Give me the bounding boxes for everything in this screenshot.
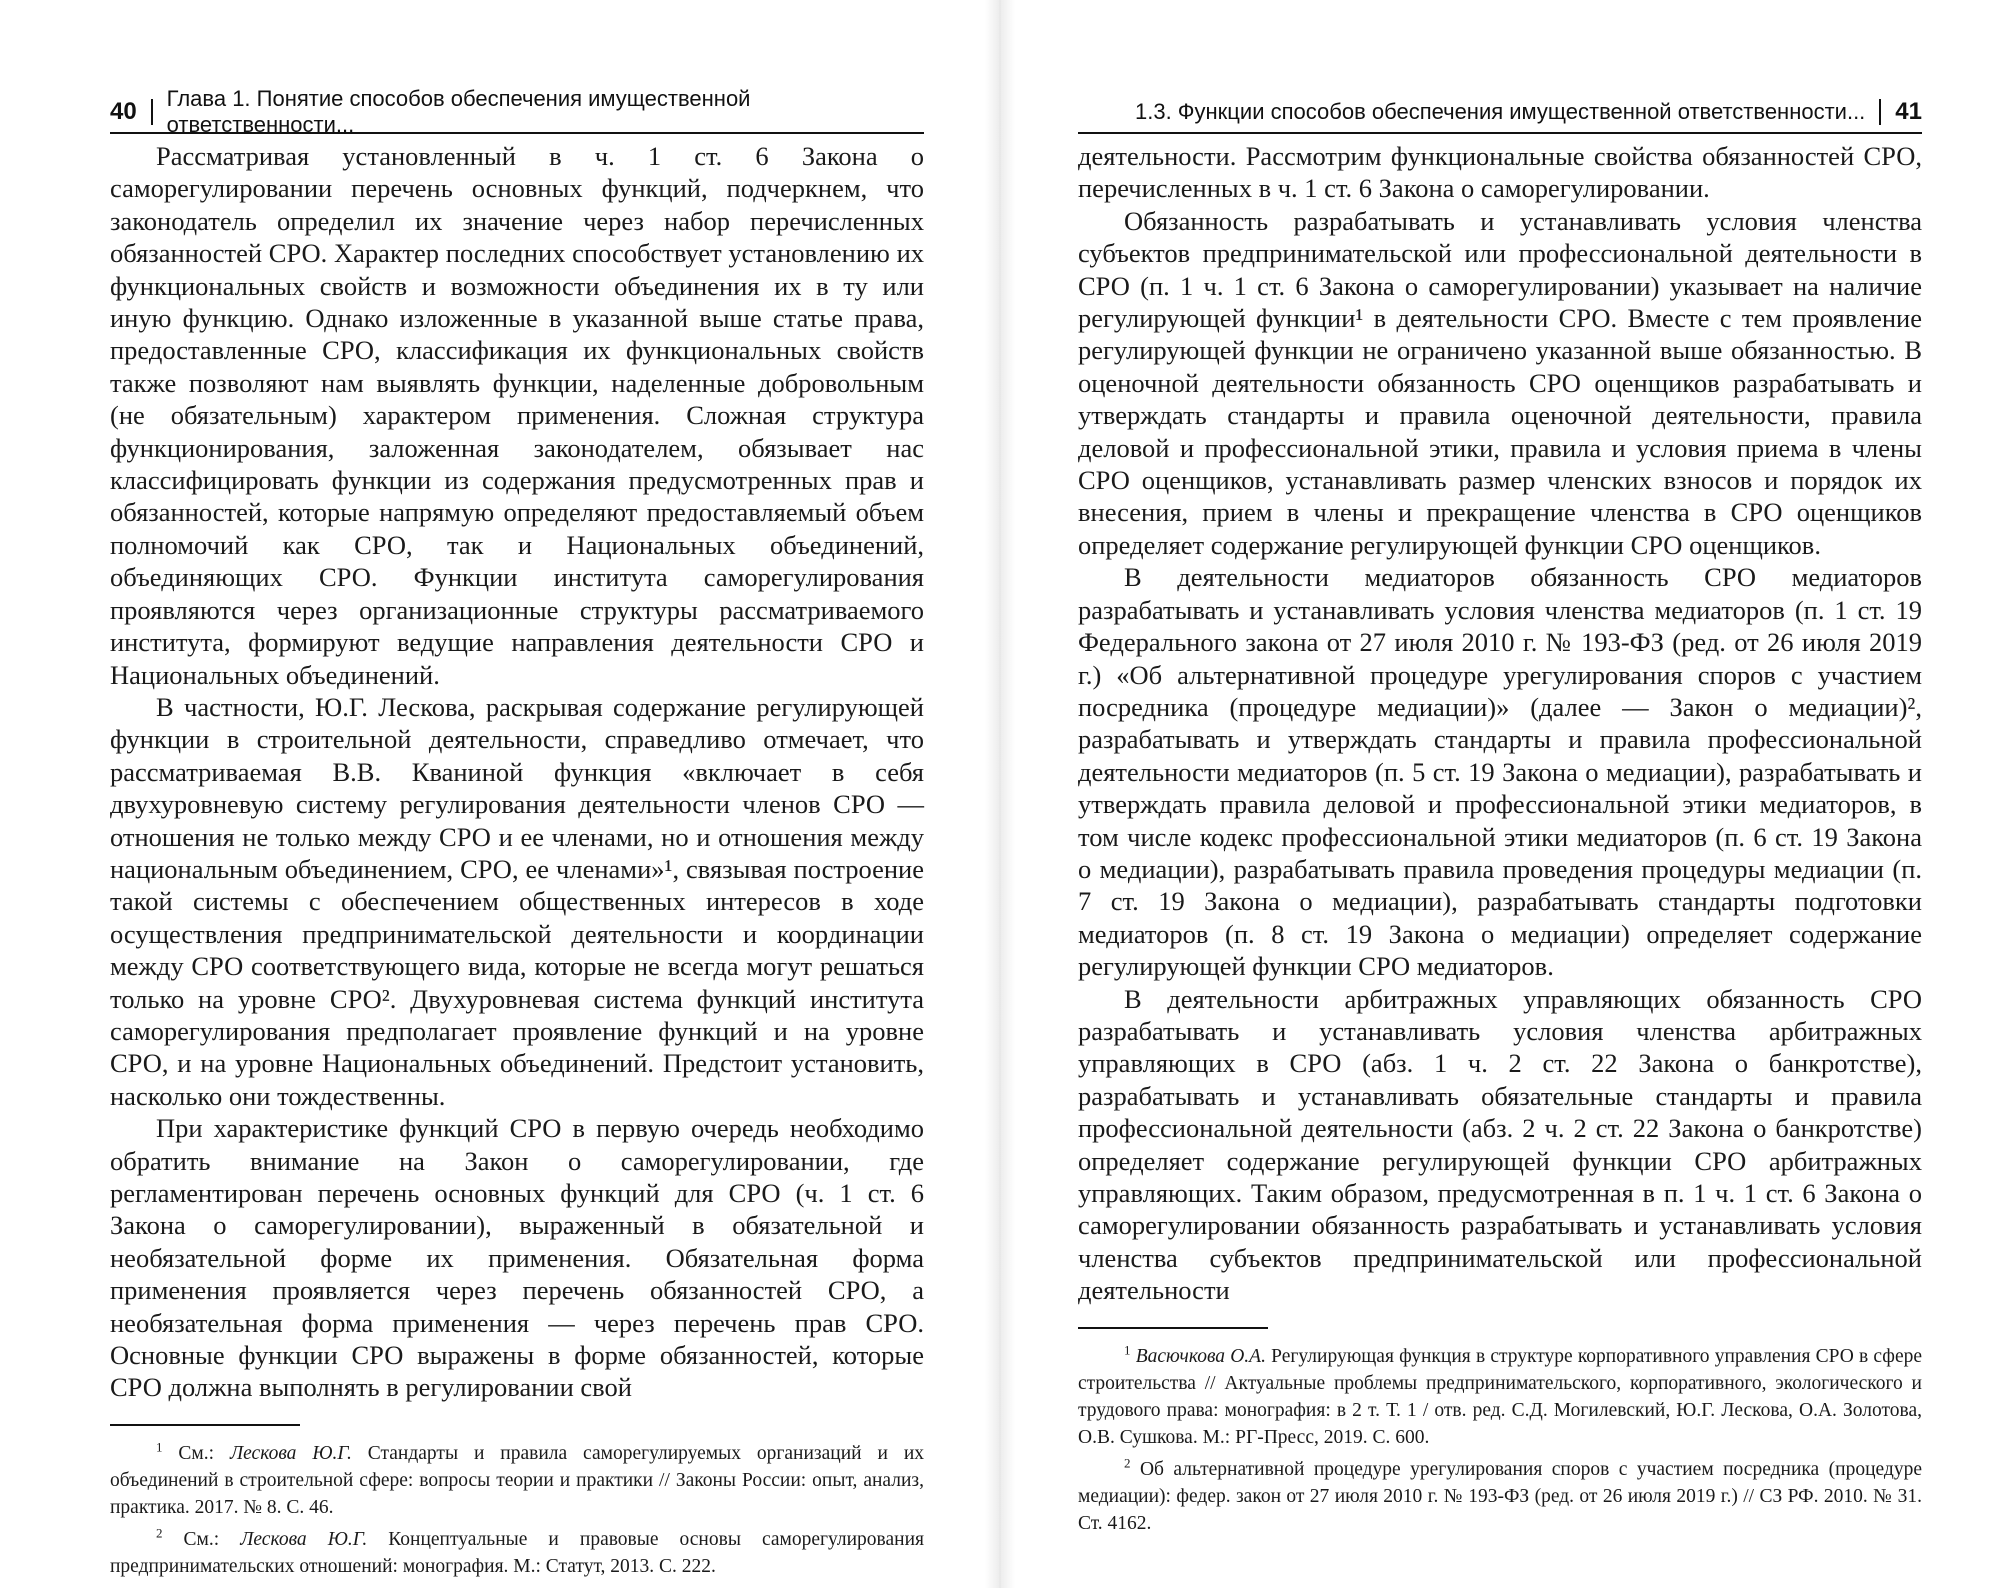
right-footnotes — [1078, 1343, 1922, 1537]
footnote — [110, 1526, 924, 1580]
footnote-separator — [110, 1424, 300, 1426]
paragraph: В деятельности арбитражных управляющих обязанность СРО разрабатывать и устанавливать условия членства арбитражных управляющих в СРО (абз. 1 ч. 2 ст. 22 Закона о банкротстве), разрабатывать и устанавливать обязательные стандарты и правила профессиональной деятельности (абз. 2 ч. 2 ст. 22 Закона о банкротстве) определяет содержание регулирующей функции СРО арбитражных управляющих. Таким образом, предусмотренная в п. 1 ч. 1 ст. 6 Закона о саморегулировании обязанность разрабатывать и устанавливать условия членства субъектов предпринимательской или профессиональной деятельности — [1078, 983, 1922, 1306]
footnote-text: Регулирующая функция в структуре корпоративного управления СРО в сфере строительства // Актуальные проблемы предпринимательского, корпоративного, экологического и трудового права: монография: в 2 т. Т. 1 / отв. ред. С.Д. Могилевский, Ю.Г. Лескова, О.А. Золотова, О.В. Сушкова. М.: РГ-Пресс, 2019. С. 600. — [1078, 1345, 1922, 1448]
footnote-number: 2 — [1124, 1455, 1131, 1471]
footnote-text: Об альтернативной процедуре урегулирования споров с участием посредника (процедуре медиации): федер. закон от 27 июля 2010 г. № 193-ФЗ (ред. от 26 июля 2019 г.) // СЗ РФ. 2010. № 31. Ст. 4162. — [1078, 1458, 1922, 1534]
book-gutter — [985, 0, 1015, 1588]
left-page — [0, 0, 985, 1588]
left-body-text — [110, 140, 924, 1404]
running-title: Глава 1. Понятие способов обеспечения имущественной ответственности... — [166, 86, 751, 137]
footnote-text: Стандарты и правила саморегулируемых организаций и их объединений в строительной сфере: вопросы теории и практики // Законы России: опыт, анализ, практика. 2017. № 8. С. 46. — [110, 1442, 925, 1518]
footnote-author: Лескова Ю.Г. — [240, 1528, 368, 1550]
header-divider — [151, 99, 153, 125]
right-body-text — [1078, 140, 1922, 1307]
paragraph: деятельности. Рассмотрим функциональные свойства обязанностей СРО, перечисленных в ч. 1 ст. 6 Закона о саморегулировании. — [1078, 141, 1922, 204]
paragraph: При характеристике функций СРО в первую очередь необходимо обратить внимание на Закон о саморегулировании, где регламентирован перечень основных функций для СРО (ч. 1 ст. 6 Закона о саморегулировании), выраженный в обязательной и необязательной форме их применения. Обязательная форма применения проявляется через перечень обязанностей СРО, а необязательная форма применения — через перечень прав СРО. Основные функции СРО выражены в форме обязанностей, которые СРО должна выполнять в регулировании свой — [110, 1113, 924, 1403]
page-number: 40 — [110, 98, 137, 125]
paragraph: В деятельности медиаторов обязанность СРО медиаторов разрабатывать и устанавливать условия членства медиаторов (п. 1 ст. 19 Федерального закона от 27 июля 2010 г. № 193-ФЗ (ред. от 26 июля 2019 г.) «Об альтернативной процедуре урегулирования споров с участием посредника (процедуре медиации)» (далее — Закон о медиации)², разрабатывать и утверждать стандарты и правила профессиональной деятельности медиаторов (п. 5 ст. 19 Закона о медиации), разрабатывать и утверждать правила деловой и профессиональной этики медиаторов, в том числе кодекс профессиональной этики медиаторов (п. 6 ст. 19 Закона о медиации), разрабатывать правила проведения процедуры медиации (п. 7 ст. 19 Закона о медиации), разрабатывать стандарты подготовки медиаторов (п. 8 ст. 19 Закона о медиации) определяет содержание регулирующей функции СРО медиаторов. — [1078, 562, 1922, 982]
footnote — [110, 1440, 924, 1521]
right-page-header — [1078, 92, 1922, 134]
paragraph: Рассматривая установленный в ч. 1 ст. 6 Закона о саморегулировании перечень основных функций, подчеркнем, что законодатель определил их значение через набор перечисленных обязанностей СРО. Характер последних способствует установлению их функциональных свойств и возможности объединения их в ту или иную функцию. Однако изложенные в указанной выше статье права, предоставленные СРО, классификация их функциональных свойств также позволяют нам выявлять функции, наделенные добровольным (не обязательным) характером применения. Сложная структура функционирования, заложенная законодателем, обязывает нас классифицировать функции из содержания предусмотренных прав и обязанностей, которые напрямую определяют предоставляемый объем полномочий как СРО, так и Национальных объединений, объединяющих СРО. Функции института саморегулирования проявляются через организационные структуры рассматриваемого института, формируют ведущие направления деятельности СРО и Национальных объединений. — [110, 141, 924, 690]
header-divider — [1879, 99, 1881, 125]
footnote — [1078, 1343, 1922, 1451]
left-footnotes — [110, 1440, 924, 1580]
right-page — [1015, 0, 2000, 1588]
left-page-header — [110, 86, 924, 137]
footnote-author: Лескова Ю.Г. — [229, 1442, 352, 1464]
footnote-text: Концептуальные и правовые основы саморегулирования предпринимательских отношений: монография. М.: Статут, 2013. С. 222. — [110, 1528, 924, 1577]
paragraph: В частности, Ю.Г. Лескова, раскрывая содержание регулирующей функции в строительной деятельности, справедливо отмечает, что рассматриваемая В.В. Кваниной функция «включает в себя двухуровневую систему регулирования деятельности членов СРО — отношения не только между СРО и ее членами, но и отношения между национальным объединением, СРО, ее членами»¹, связывая построение такой системы с обеспечением общественных интересов в ходе осуществления предпринимательской деятельности и координации между СРО соответствующего вида, которые не всегда могут решаться только на уровне СРО². Двухуровневая система функций института саморегулирования предполагает проявление функций и на уровне СРО, и на уровне Национальных объединений. Предстоит установить, насколько они тождественны. — [110, 691, 924, 1111]
footnote-number: 2 — [156, 1525, 163, 1541]
footnote-prefix: См.: — [178, 1442, 230, 1464]
paragraph: Обязанность разрабатывать и устанавливать условия членства субъектов предпринимательской или профессиональной деятельности в СРО (п. 1 ч. 1 ст. 6 Закона о саморегулировании) указывает на наличие регулирующей функции¹ в деятельности СРО. Вместе с тем проявление регулирующей функции не ограничено указанной выше обязанностью. В оценочной деятельности обязанность СРО оценщиков разрабатывать и утверждать стандарты и правила оценочной деятельности, правила деловой и профессиональной этики, правила и условия приема в члены СРО оценщиков, устанавливать размер членских взносов и порядок их внесения, прием в члены и прекращение членства в СРО оценщиков определяет содержание регулирующей функции СРО оценщиков. — [1078, 205, 1922, 560]
footnote-number: 1 — [1124, 1342, 1131, 1358]
running-title: 1.3. Функции способов обеспечения имущественной ответственности... — [1135, 99, 1866, 124]
footnote — [1078, 1456, 1922, 1537]
page-number: 41 — [1895, 98, 1922, 125]
footnote-author: Васючкова О.А. — [1135, 1345, 1266, 1367]
footnote-separator — [1078, 1327, 1268, 1329]
footnote-number: 1 — [156, 1439, 163, 1455]
footnote-prefix: См.: — [183, 1528, 241, 1550]
